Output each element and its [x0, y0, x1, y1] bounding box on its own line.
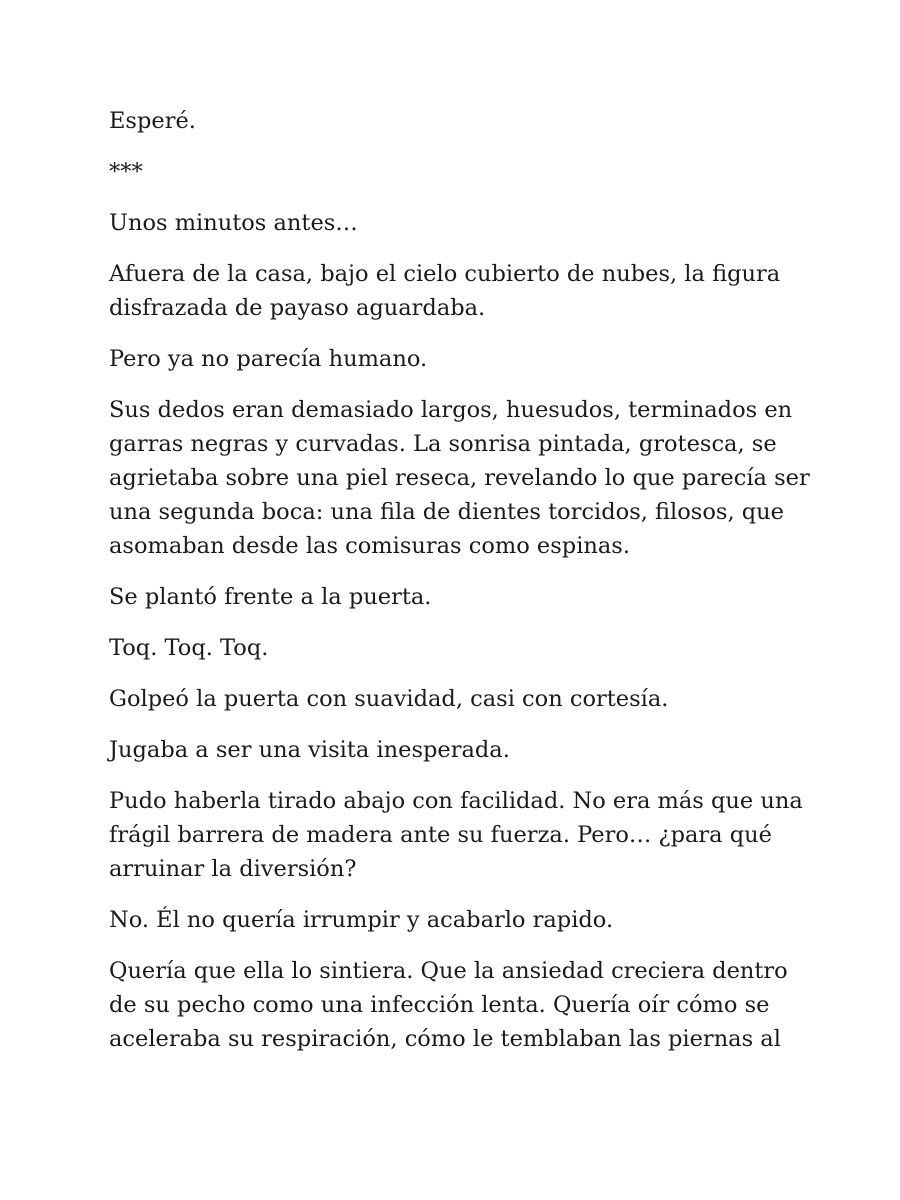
text-line: Sus dedos eran demasiado largos, huesudos, terminados en [109, 397, 793, 423]
text-line: agrietaba sobre una piel reseca, revelando lo que parecía ser [109, 465, 810, 491]
paragraph [109, 903, 809, 937]
paragraph [109, 104, 809, 138]
paragraph [109, 954, 809, 1056]
paragraph [109, 257, 809, 325]
paragraph [109, 784, 809, 886]
text-line: garras negras y curvadas. La sonrisa pintada, grotesca, se [109, 431, 777, 457]
paragraph [109, 682, 809, 716]
text-line: una segunda boca: una fila de dientes torcidos, filosos, que [109, 499, 784, 525]
paragraph [109, 733, 809, 767]
paragraph [109, 206, 809, 240]
text-line: asomaban desde las comisuras como espinas. [109, 533, 630, 559]
text-line: arruinar la diversión? [109, 856, 357, 882]
text-line: Pero ya no parecía humano. [109, 346, 428, 372]
text-line: Se plantó frente a la puerta. [109, 584, 432, 610]
paragraph [109, 580, 809, 614]
body-text [109, 104, 809, 1073]
paragraph [109, 393, 809, 563]
text-line: Afuera de la casa, bajo el cielo cubierto de nubes, la figura [109, 261, 781, 287]
text-line: No. Él no quería irrumpir y acabarlo rapido. [109, 907, 614, 933]
text-line: *** [109, 159, 143, 185]
text-line: de su pecho como una infección lenta. Quería oír cómo se [109, 992, 770, 1018]
text-line: Toq. Toq. Toq. [109, 635, 269, 661]
text-line: disfrazada de payaso aguardaba. [109, 295, 486, 321]
text-line: Quería que ella lo sintiera. Que la ansiedad creciera dentro [109, 958, 788, 984]
scene-break [109, 155, 809, 189]
text-line: Pudo haberla tirado abajo con facilidad. No era más que una [109, 788, 803, 814]
paragraph [109, 631, 809, 665]
text-line: Jugaba a ser una visita inesperada. [109, 737, 510, 763]
paragraph [109, 342, 809, 376]
text-line: Unos minutos antes… [109, 210, 358, 236]
text-line: aceleraba su respiración, cómo le temblaban las piernas al [109, 1026, 781, 1052]
text-line: frágil barrera de madera ante su fuerza. Pero… ¿para qué [109, 822, 772, 848]
text-line: Esperé. [109, 108, 196, 134]
text-line: Golpeó la puerta con suavidad, casi con cortesía. [109, 686, 669, 712]
